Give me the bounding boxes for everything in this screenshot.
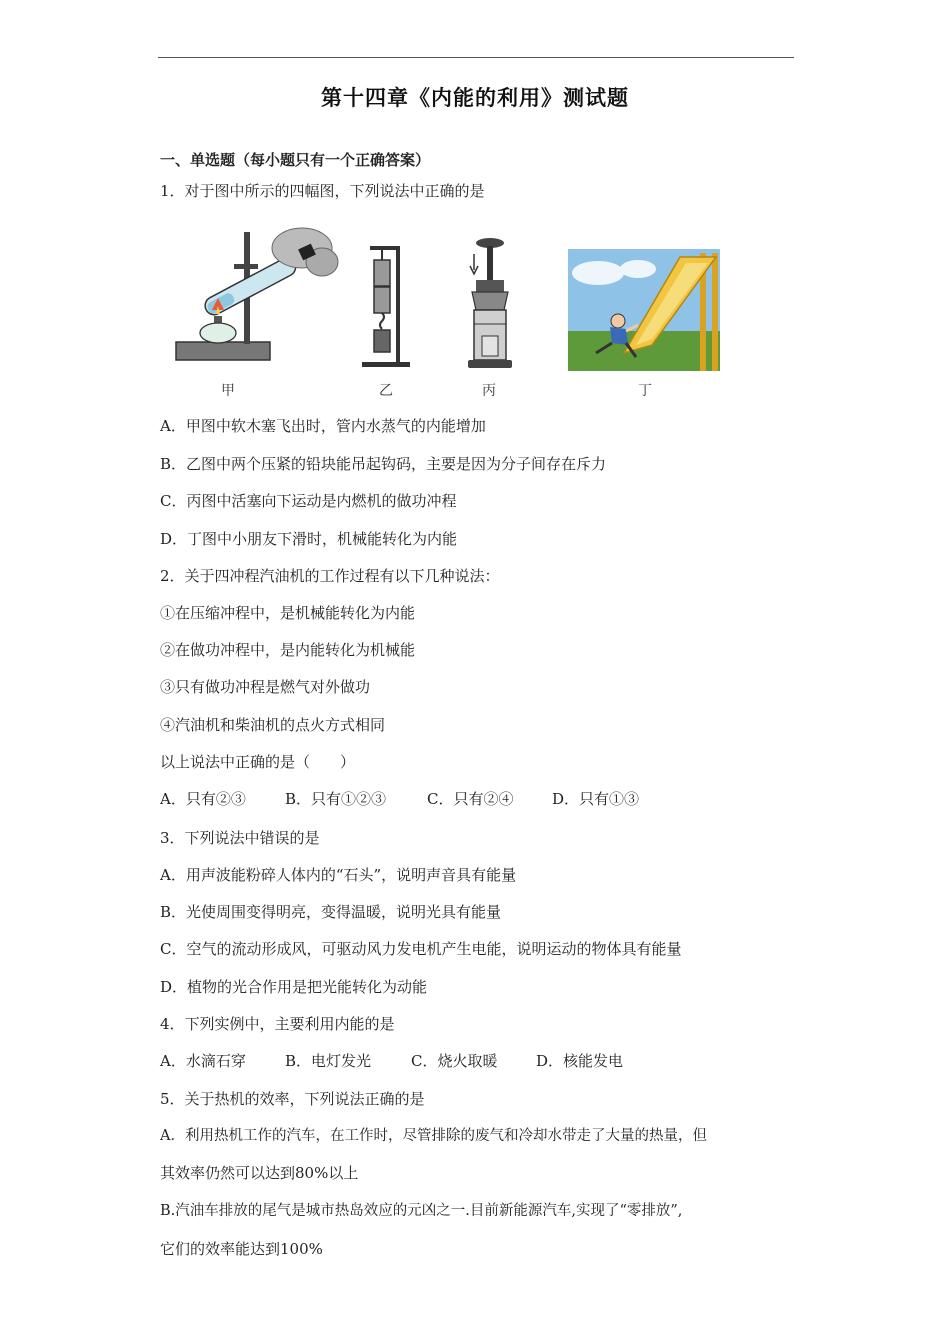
question-5-option-b-line-2: 它们的效率能达到100% xyxy=(160,1240,323,1258)
question-2-statement-1: ①在压缩冲程中，是机械能转化为内能 xyxy=(160,604,416,622)
question-2-statement-3: ③只有做功冲程是燃气对外做功 xyxy=(160,678,371,696)
question-3-option-d: D．植物的光合作用是把光能转化为动能 xyxy=(160,978,428,996)
question-2-option-c: C．只有②④ xyxy=(427,790,514,808)
question-5-option-a-line-2: 其效率仍然可以达到80%以上 xyxy=(160,1164,359,1182)
figure-caption-bing: 丙 xyxy=(482,383,496,399)
question-3-option-b: B．光使周围变得明亮，变得温暖，说明光具有能量 xyxy=(160,903,502,921)
question-4-option-d: D．核能发电 xyxy=(536,1052,624,1070)
question-2-option-b: B．只有①②③ xyxy=(285,790,387,808)
question-3-option-a: A．用声波能粉碎人体内的“石头”，说明声音具有能量 xyxy=(160,866,517,884)
question-4-option-a: A．水滴石穿 xyxy=(160,1052,246,1070)
figure-yi-lead-blocks xyxy=(356,242,414,370)
question-2-option-a: A．只有②③ xyxy=(160,790,246,808)
question-2-statement-2: ②在做功冲程中，是内能转化为机械能 xyxy=(160,641,416,659)
question-4-option-b: B．电灯发光 xyxy=(285,1052,372,1070)
figure-ding-slide xyxy=(568,249,720,371)
question-5-stem: 5．关于热机的效率，下列说法正确的是 xyxy=(160,1090,425,1108)
question-3-stem: 3．下列说法中错误的是 xyxy=(160,829,320,847)
question-1-option-b: B．乙图中两个压紧的铅块能吊起钩码，主要是因为分子间存在斥力 xyxy=(160,455,607,473)
question-2-stem: 2．关于四冲程汽油机的工作过程有以下几种说法： xyxy=(160,567,500,585)
figure-jia-test-tube xyxy=(172,222,342,367)
figure-caption-jia: 甲 xyxy=(221,383,235,399)
question-2-prompt: 以上说法中正确的是（ ） xyxy=(160,753,356,771)
page-title: 第十四章《内能的利用》测试题 xyxy=(321,86,629,110)
question-1-option-c: C．丙图中活塞向下运动是内燃机的做功冲程 xyxy=(160,492,457,510)
question-2-statement-4: ④汽油机和柴油机的点火方式相同 xyxy=(160,716,386,734)
question-4-stem: 4．下列实例中，主要利用内能的是 xyxy=(160,1015,395,1033)
figure-caption-ding: 丁 xyxy=(638,383,652,399)
section-heading: 一、单选题（每小题只有一个正确答案） xyxy=(160,151,431,169)
header-rule xyxy=(158,57,794,58)
question-4-option-c: C．烧火取暖 xyxy=(411,1052,498,1070)
question-1-option-d: D．丁图中小朋友下滑时，机械能转化为内能 xyxy=(160,530,458,548)
question-3-option-c: C．空气的流动形成风，可驱动风力发电机产生电能，说明运动的物体具有能量 xyxy=(160,940,682,958)
figure-caption-yi: 乙 xyxy=(379,383,393,399)
question-2-option-d: D．只有①③ xyxy=(552,790,640,808)
figure-bing-piston xyxy=(462,236,518,372)
question-5-option-a-line-1: A．利用热机工作的汽车，在工作时，尽管排除的废气和冷却水带走了大量的热量，但 xyxy=(160,1128,707,1144)
question-1-option-a: A．甲图中软木塞飞出时，管内水蒸气的内能增加 xyxy=(160,417,486,435)
question-5-option-b-line-1: B.汽油车排放的尾气是城市热岛效应的元凶之一.目前新能源汽车,实现了“零排放”, xyxy=(160,1203,683,1219)
question-1-stem: 1．对于图中所示的四幅图，下列说法中正确的是 xyxy=(160,182,485,200)
